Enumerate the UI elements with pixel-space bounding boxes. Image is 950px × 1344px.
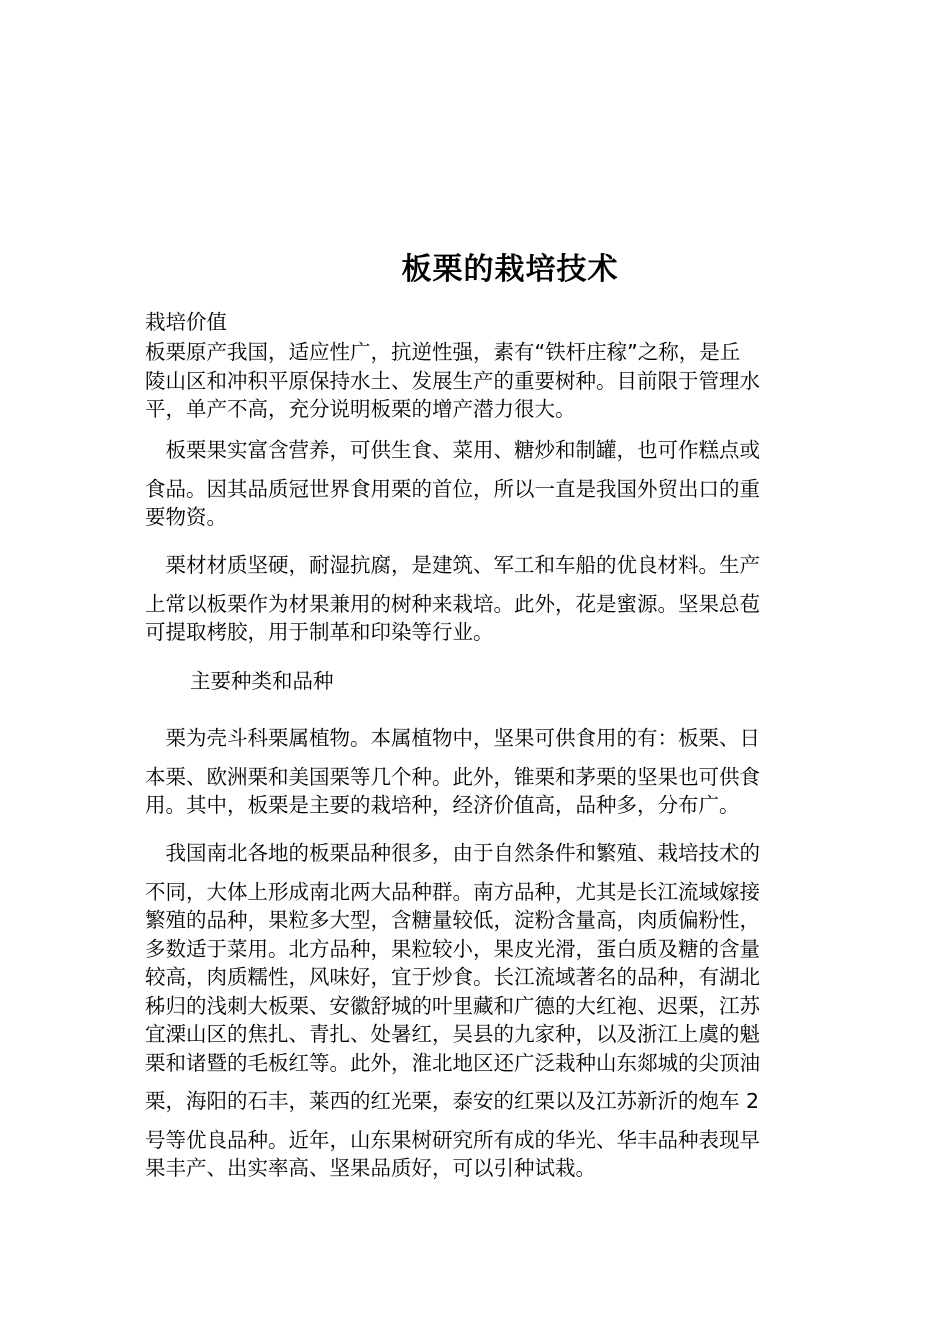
text-line: 较高，肉质糯性，风味好，宜于炒食。长江流域著名的品种，有湖北 xyxy=(145,965,760,989)
text-line: 多数适于菜用。北方品种，果粒较小，果皮光滑，蛋白质及糖的含量 xyxy=(145,936,760,961)
text-line: 平，单产不高，充分说明板栗的增产潜力很大。 xyxy=(145,397,576,421)
section-heading-main-varieties xyxy=(190,667,915,696)
text-line: 号等优良品种。近年，山东果树研究所有成的华光、华丰品种表现早 xyxy=(145,1127,760,1152)
text-line: 秭归的浅刺大板栗、安徽舒城的叶里藏和广德的大红袍、迟栗，江苏 xyxy=(145,993,760,1018)
text-line: 食品。因其品质冠世界食用栗的首位，所以一直是我国外贸出口的重 xyxy=(145,476,760,501)
text-line: 栗材材质坚硬，耐湿抗腐，是建筑、军工和车船的优良材料。生产 xyxy=(145,553,760,577)
text-line: 果丰产、出实率高、坚果品质好，可以引种试栽。 xyxy=(145,1156,596,1180)
text-line: 板栗原产我国，适应性广，抗逆性强，素有“铁杆庄稼”之称，是丘 xyxy=(145,340,741,364)
text-line: 不同，大体上形成南北两大品种群。南方品种，尤其是长江流域嫁接 xyxy=(145,879,760,904)
text-line: 陵山区和冲积平原保持水土、发展生产的重要树种。目前限于管理水 xyxy=(145,368,760,393)
text-line: 宜溧山区的焦扎、青扎、处暑红，吴县的九家种，以及浙江上虞的魁 xyxy=(145,1022,760,1046)
paragraph-nutrition xyxy=(145,436,870,532)
text-line: 可提取栲胶，用于制革和印染等行业。 xyxy=(145,620,494,644)
text-line: 我国南北各地的板栗品种很多，由于自然条件和繁殖、栽培技术的 xyxy=(145,841,760,865)
text-line: 栗，海阳的石丰，莱西的红光栗，泰安的红栗以及江苏新沂的炮车 2 xyxy=(145,1089,760,1113)
text-line: 栗和诸暨的毛板红等。此外，淮北地区还广泛栽种山东郯城的尖顶油 xyxy=(145,1050,760,1075)
text-line: 本栗、欧洲栗和美国栗等几个种。此外，锥栗和茅栗的坚果也可供食 xyxy=(145,764,760,789)
heading-text: 主要种类和品种 xyxy=(190,669,334,693)
text-line: 栗为壳斗科栗属植物。本属植物中，坚果可供食用的有：板栗、日 xyxy=(145,726,760,750)
text-line: 要物资。 xyxy=(145,505,227,529)
paragraph-timber xyxy=(145,551,870,647)
text-line: 繁殖的品种，果粒多大型，含糖量较低，淀粉含量高，肉质偏粉性， xyxy=(145,908,760,932)
text-line: 上常以板栗作为材果兼用的树种来栽培。此外，花是蜜源。坚果总苞 xyxy=(145,591,760,616)
heading-text: 栽培价值 xyxy=(145,310,227,334)
document-title: 板栗的栽培技术 xyxy=(401,252,619,288)
paragraph-varieties xyxy=(145,839,870,1183)
paragraph-intro xyxy=(145,338,870,424)
text-line: 板栗果实富含营养，可供生食、菜用、糖炒和制罐，也可作糕点或 xyxy=(145,438,760,462)
paragraph-species xyxy=(145,724,870,820)
section-heading-cultivation-value xyxy=(145,308,870,337)
text-line: 用。其中，板栗是主要的栽培种，经济价值高，品种多，分布广。 xyxy=(145,793,740,817)
